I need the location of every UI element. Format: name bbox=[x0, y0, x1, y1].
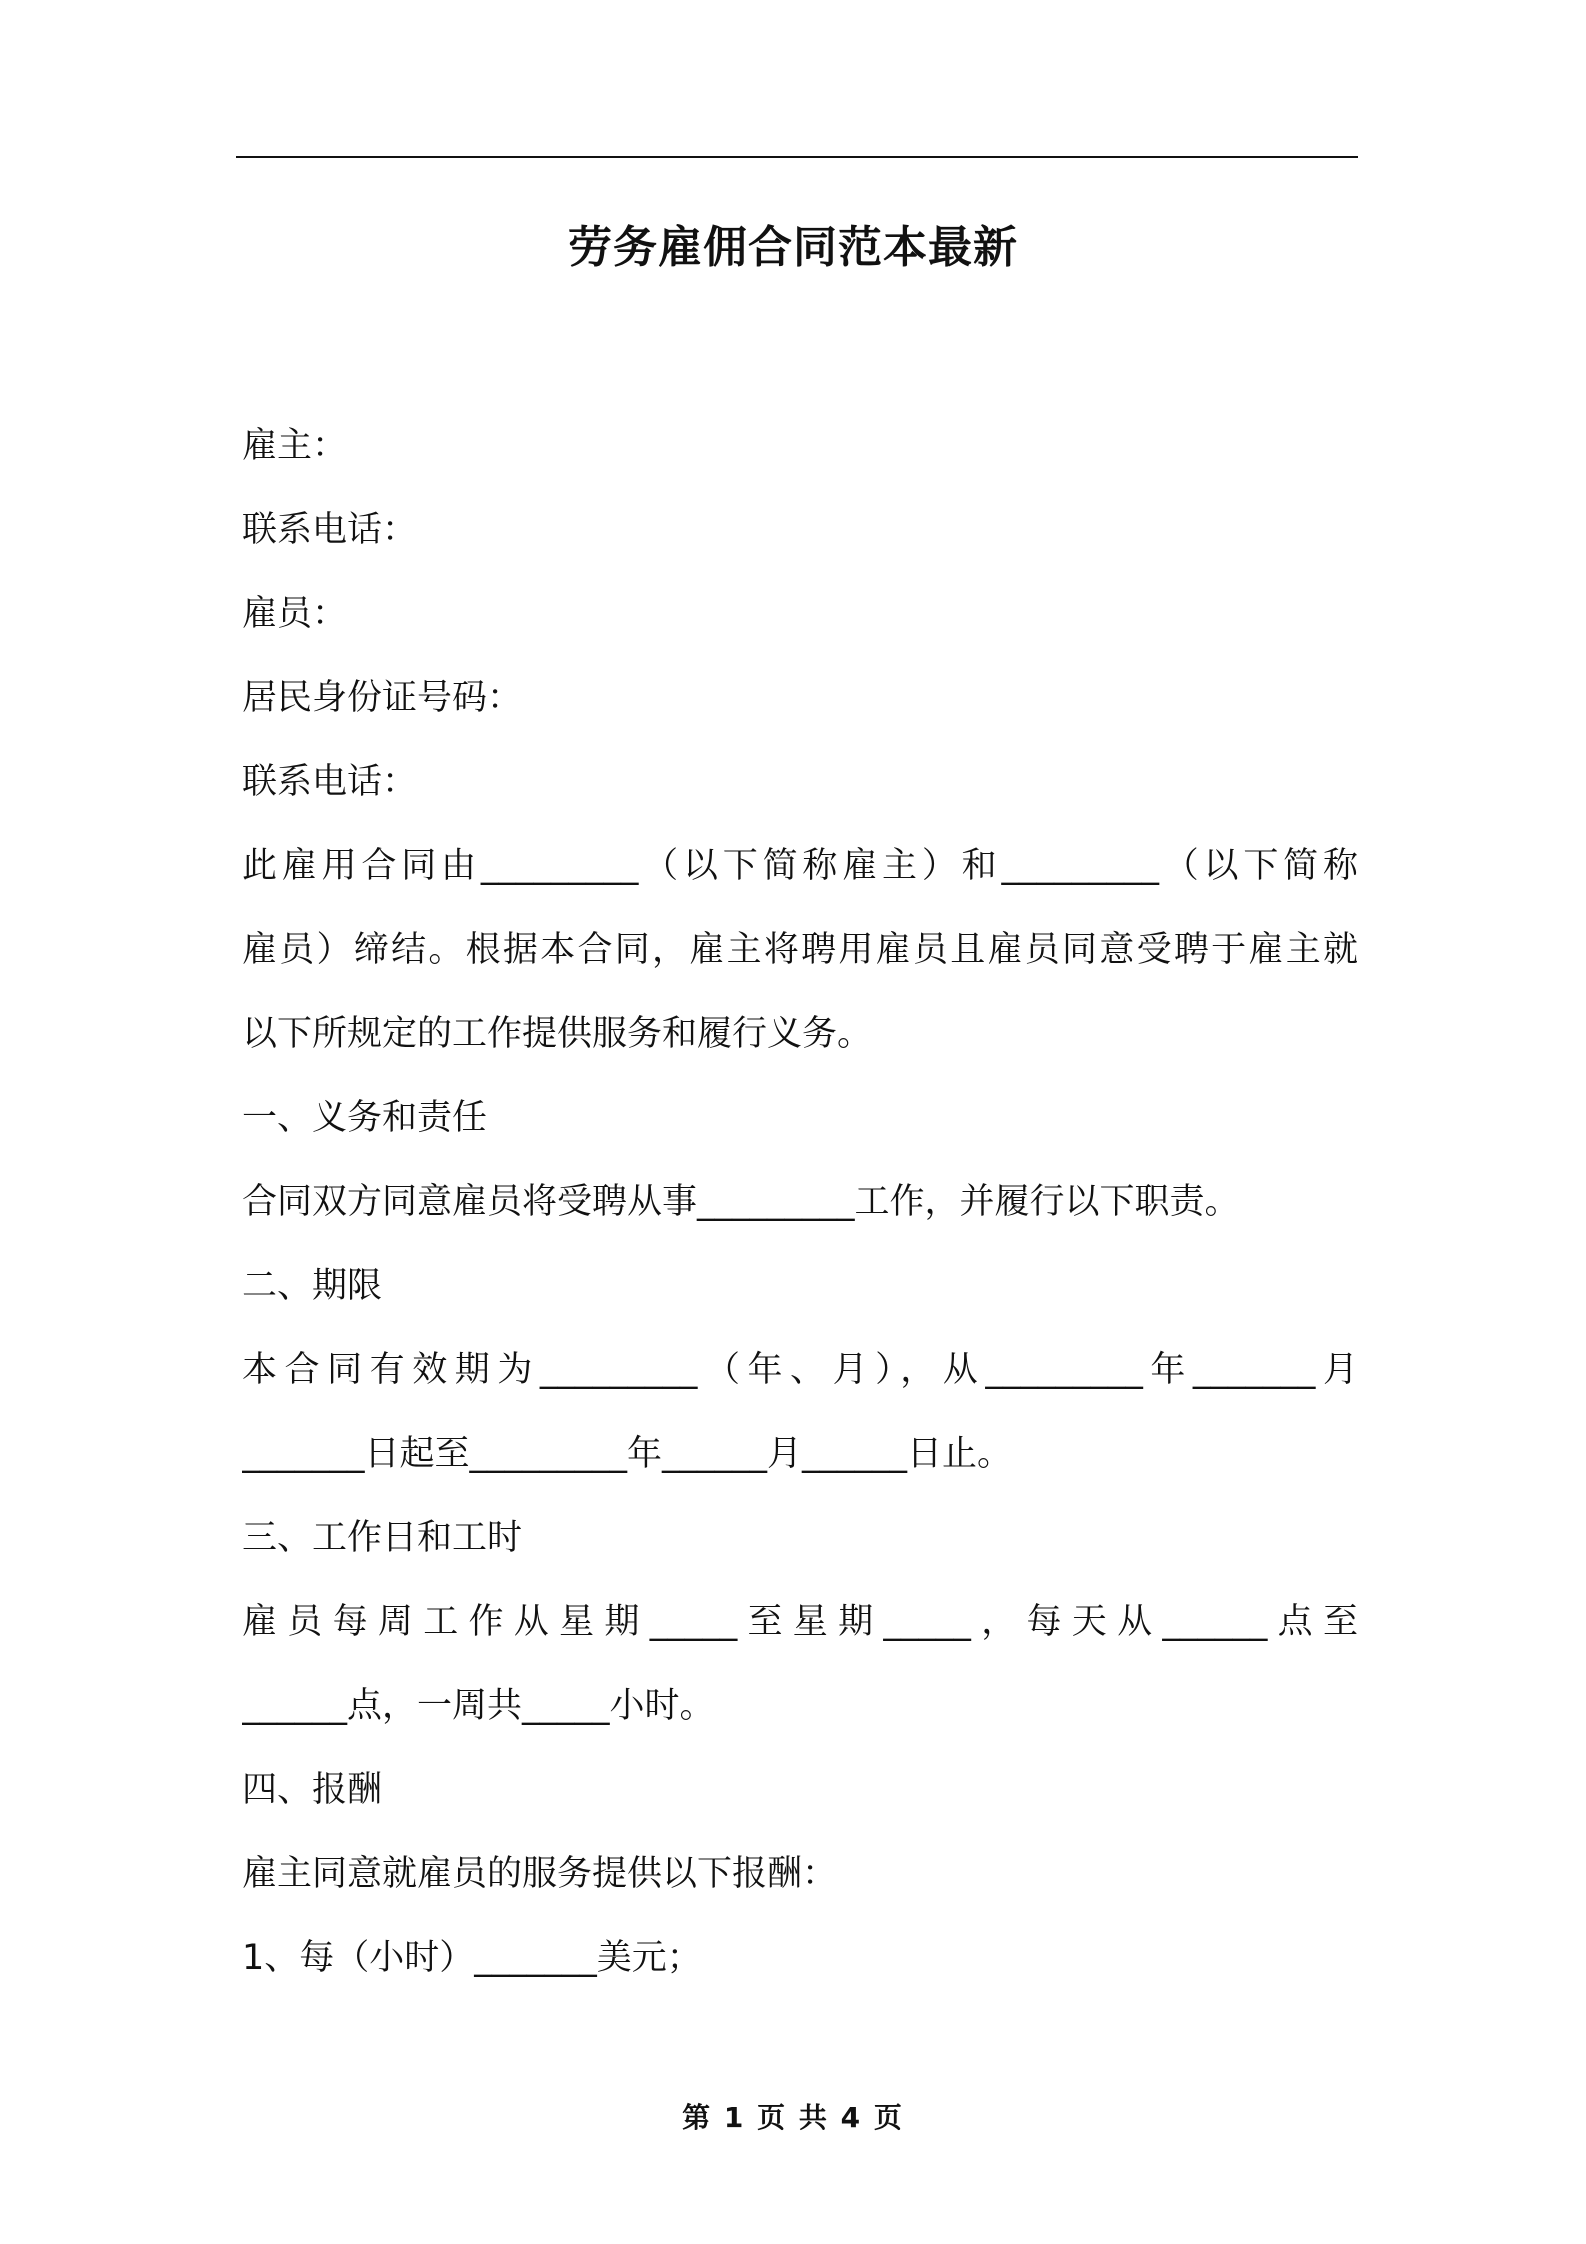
workdays-paragraph-line: ______点，一周共_____小时。 bbox=[242, 1686, 715, 1726]
term-paragraph-line: _______日起至_________年______月______日止。 bbox=[242, 1434, 1013, 1474]
document-title: 劳务雇佣合同范本最新 bbox=[568, 222, 1018, 273]
employer-phone-field: 联系电话： bbox=[242, 510, 418, 550]
employer-field: 雇主： bbox=[242, 426, 348, 466]
term-paragraph-line: 本合同有效期为_________（年、月），从_________年_______月 bbox=[242, 1350, 1358, 1390]
section-heading-workdays: 三、工作日和工时 bbox=[242, 1518, 523, 1558]
pay-paragraph-line: 雇主同意就雇员的服务提供以下报酬： bbox=[242, 1854, 838, 1894]
page-footer: 第 1 页 共 4 页 bbox=[682, 2101, 904, 2134]
employee-field: 雇员： bbox=[242, 594, 348, 634]
employee-phone-field: 联系电话： bbox=[242, 762, 418, 802]
header-rule bbox=[236, 156, 1358, 158]
intro-paragraph-line: 以下所规定的工作提供服务和履行义务。 bbox=[242, 1014, 873, 1054]
pay-item-line: 1、每（小时）_______美元； bbox=[242, 1938, 702, 1978]
document-body bbox=[242, 404, 1358, 2000]
section-heading-pay: 四、报酬 bbox=[242, 1770, 383, 1810]
intro-paragraph-line: 雇员）缔结。根据本合同，雇主将聘用雇员且雇员同意受聘于雇主就 bbox=[242, 930, 1358, 970]
workdays-paragraph-line: 雇员每周工作从星期_____至星期_____，每天从______点至 bbox=[242, 1602, 1358, 1642]
section-heading-term: 二、期限 bbox=[242, 1266, 383, 1306]
id-number-field: 居民身份证号码： bbox=[242, 678, 523, 718]
intro-paragraph-line: 此雇用合同由_________（以下简称雇主）和_________（以下简称 bbox=[242, 846, 1358, 886]
duties-paragraph-line: 合同双方同意雇员将受聘从事_________工作，并履行以下职责。 bbox=[242, 1182, 1240, 1222]
section-heading-duties: 一、义务和责任 bbox=[242, 1098, 488, 1138]
